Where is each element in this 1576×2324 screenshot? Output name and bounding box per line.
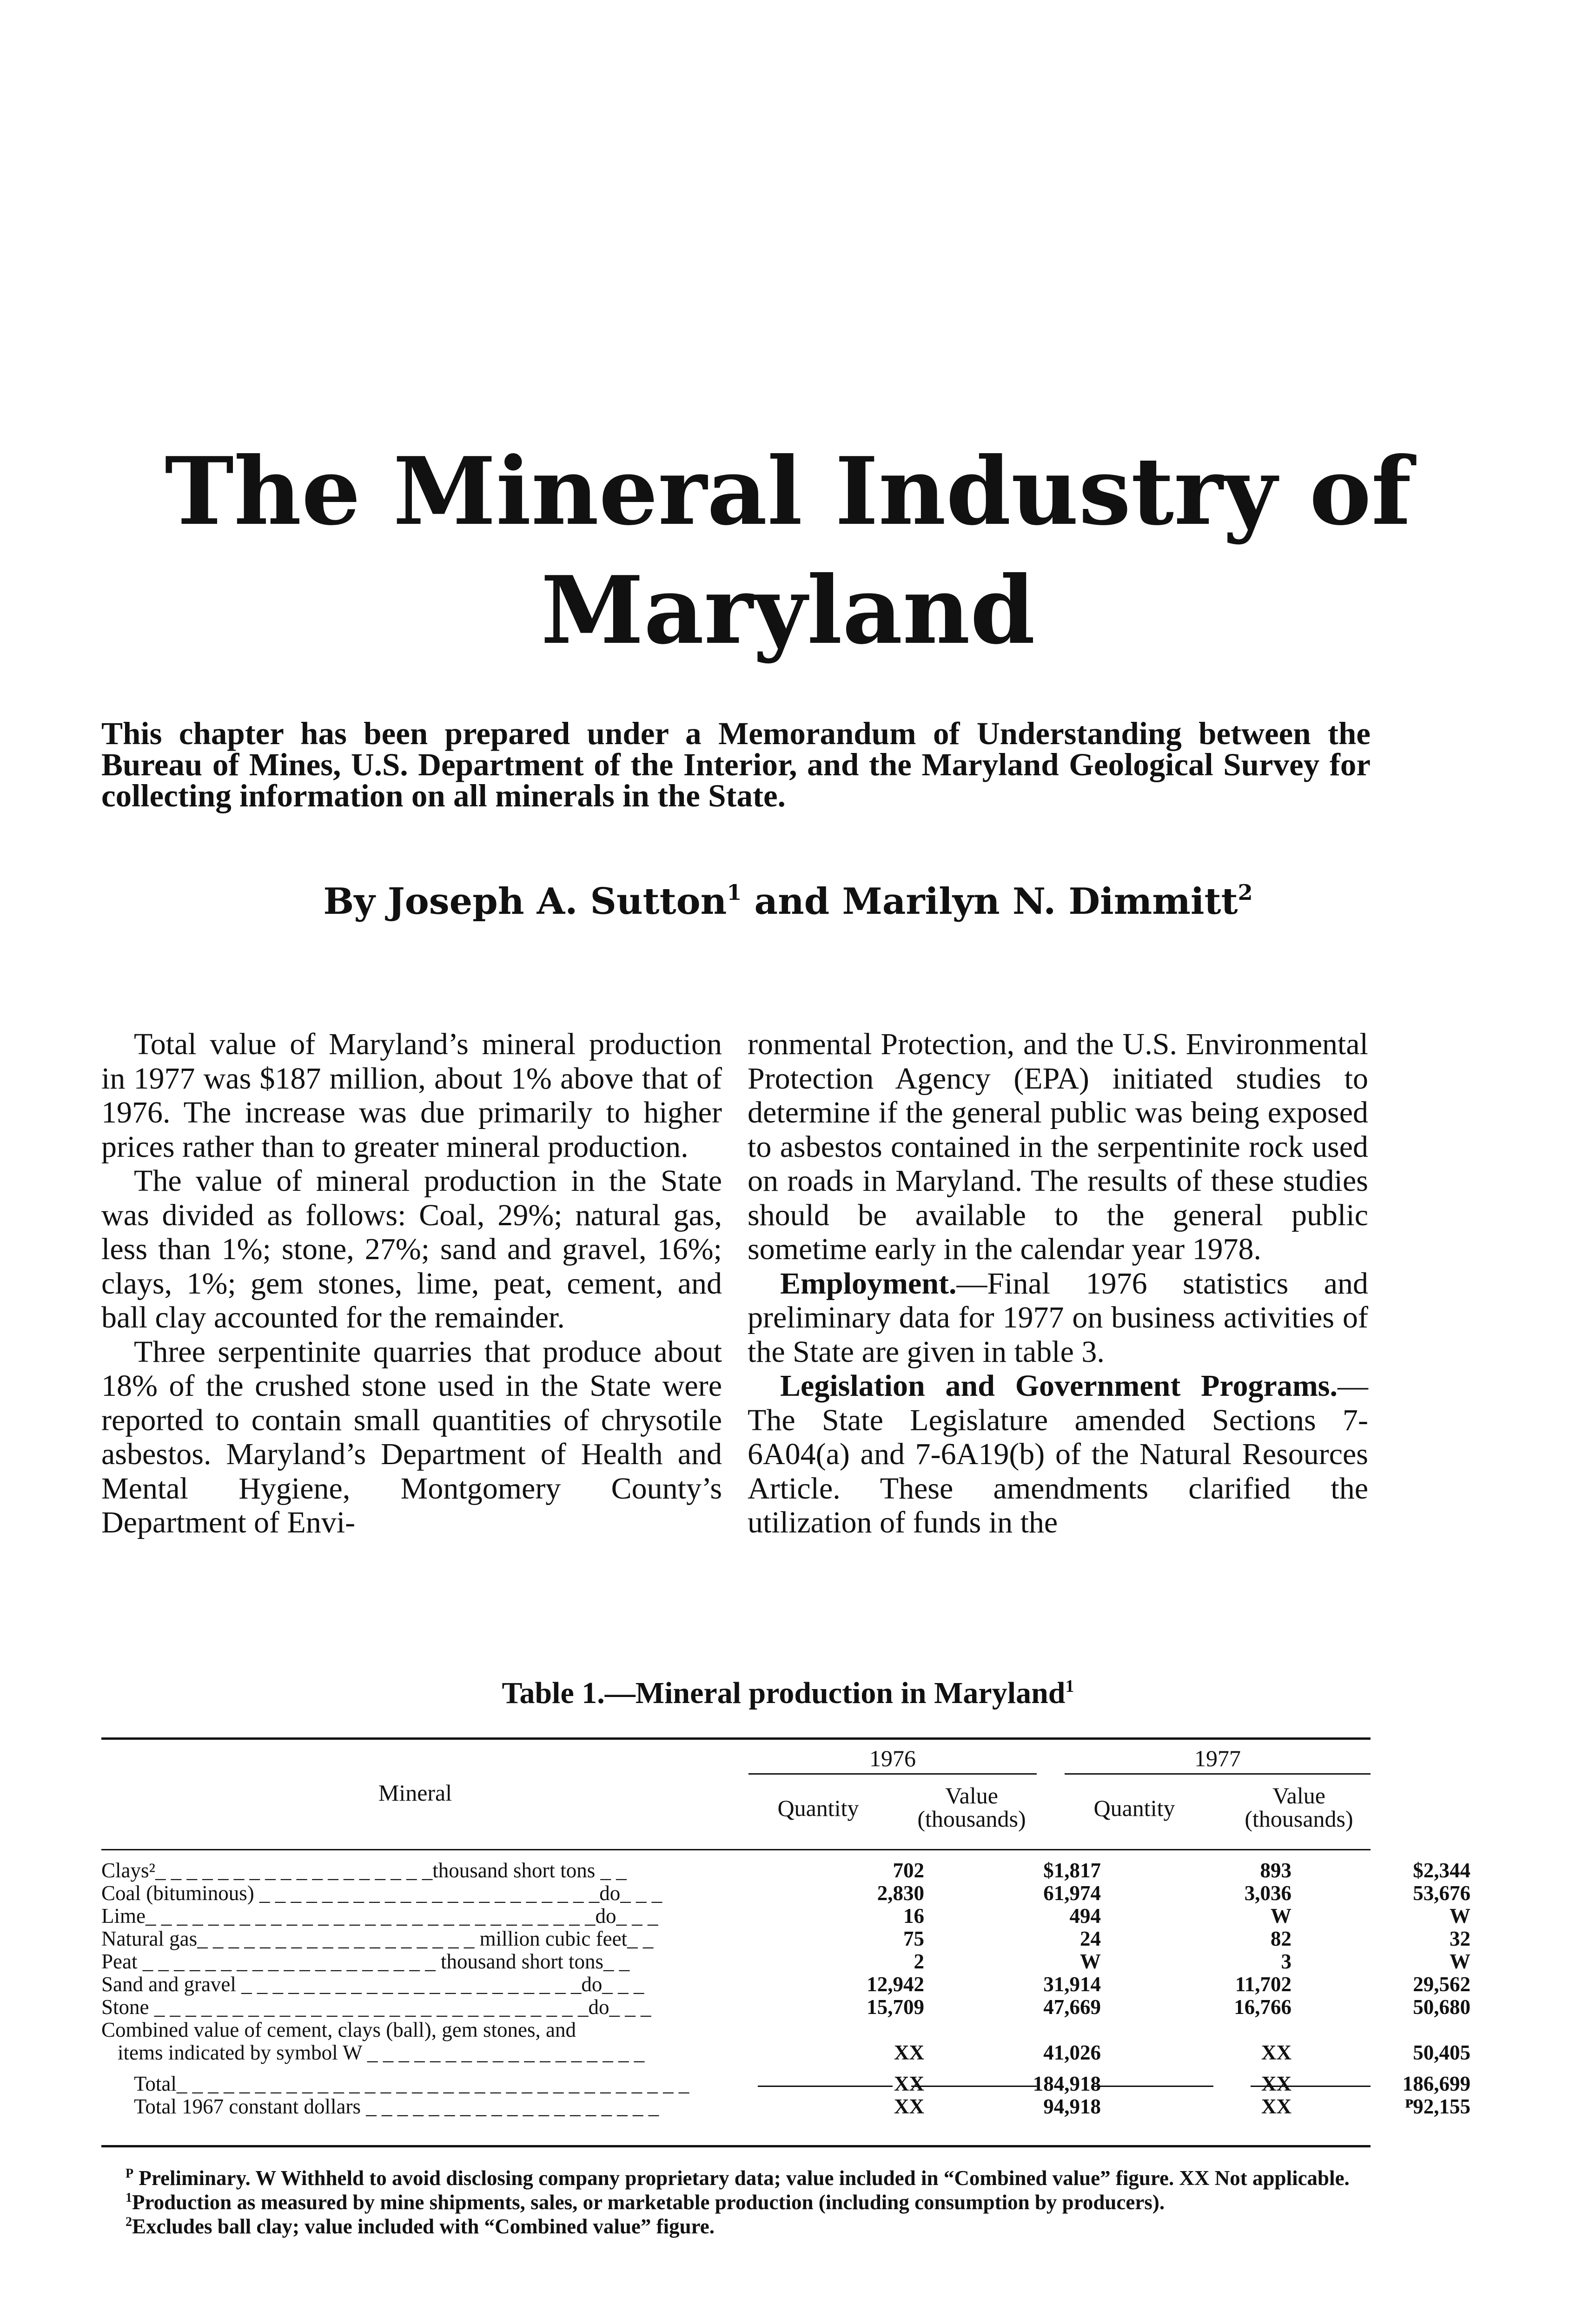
table-caption-text: Table 1.—Mineral production in Maryland <box>502 1676 1066 1710</box>
paragraph: Three serpentinite quarries that produce about 18% of the crushed stone used in the State were reported to contain small quantities of chrysotile asbestos. Maryland’s Department of Health and Mental Hygiene, Montgomery County’s Department of Envi- <box>101 1334 722 1539</box>
paragraph: Total value of Maryland’s mineral production in 1977 was $187 million, about 1% above that of 1976. The increase was due primarily to higher prices rather than to greater mineral production. <box>101 1027 722 1164</box>
year-1976-rule <box>748 1773 1037 1775</box>
chapter-title <box>0 432 1576 670</box>
header-value-1976 <box>902 1784 1041 1830</box>
section-heading: Employment. <box>780 1266 957 1301</box>
row-label: Natural gas_ _ _ _ _ _ _ _ _ _ _ _ _ _ _ _ _ _ million cubic feet_ _ <box>101 1928 654 1950</box>
row-label: Sand and gravel _ _ _ _ _ _ _ _ _ _ _ _ _ _ _ _ _ _ _ _ _ _do_ _ _ <box>101 1973 644 1996</box>
author-2: Marilyn N. Dimmitt <box>842 880 1238 923</box>
value-1976: W <box>1080 1950 1101 1973</box>
quantity-1976: 16 <box>903 1904 924 1928</box>
year-1977-rule <box>1065 1773 1371 1775</box>
preface-note: This chapter has been prepared under a Memorandum of Understanding between the Bureau of Mines, U.S. Department of the Interior, and the Maryland Geological Survey for collecting information on all minerals in the State. <box>101 716 1371 813</box>
quantity-1977: 3,036 <box>1244 1882 1291 1905</box>
value-1977: 32 <box>1450 1927 1470 1950</box>
quantity-1977: 16,766 <box>1234 1995 1291 2019</box>
footnote-symbols <box>101 2166 1371 2190</box>
header-quantity-1976: Quantity <box>777 1795 859 1821</box>
header-quantity-1977: Quantity <box>1093 1795 1175 1821</box>
table-caption-note: 1 <box>1065 1677 1074 1696</box>
row-label <box>101 2019 729 2064</box>
footnote-withheld: W Withheld to avoid disclosing company proprietary data; value included in “Combined value” figure. <box>255 2166 1174 2190</box>
table-row <box>101 1973 1470 1996</box>
quantity-1976: 2,830 <box>877 1882 924 1905</box>
quantity-1977: 3 <box>1281 1950 1291 1973</box>
table-row-total-constant <box>101 2095 1470 2118</box>
footnote-2 <box>101 2214 1371 2238</box>
paragraph-text: —The State Legislature amended Sections 7-6A04(a) and 7-6A19(b) of the Natural Resources Article. These amendments clarified the utilization of funds in the <box>748 1369 1368 1539</box>
quantity-1977: XX <box>1261 2072 1291 2095</box>
footnote-not-applicable: XX Not applicable. <box>1179 2166 1350 2190</box>
header-value-unit: (thousands) <box>1245 1806 1353 1832</box>
value-1977: $2,344 <box>1413 1859 1470 1882</box>
value-1977: W <box>1450 1904 1470 1928</box>
table-body <box>101 1859 1470 2118</box>
value-1976: $1,817 <box>1043 1859 1101 1882</box>
table-caption <box>0 1677 1576 1710</box>
author-1-note: 1 <box>727 880 742 905</box>
table-row <box>101 1995 1470 2019</box>
quantity-1977: 82 <box>1271 1927 1291 1950</box>
footnote-text: Production as measured by mine shipments, sales, or marketable production (including consumption by producers). <box>132 2191 1165 2214</box>
chapter-title-line-1: The Mineral Industry of <box>165 437 1411 546</box>
quantity-1977: XX <box>1261 2095 1291 2118</box>
table-bottom-rule <box>101 2145 1371 2147</box>
row-label: Peat _ _ _ _ _ _ _ _ _ _ _ _ _ _ _ _ _ _ _ thousand short tons_ _ <box>101 1950 630 1973</box>
value-1976: 47,669 <box>1043 1995 1101 2019</box>
paragraph: ronmental Protection, and the U.S. Environmental Protection Agency (EPA) initiated studies to determine if the general public was being exposed to asbestos contained in the serpentinite rock used on roads in Maryland. The results of these studies should be available to the general public sometime early in the calendar year 1978. <box>748 1027 1368 1266</box>
header-value-unit: (thousands) <box>917 1806 1026 1832</box>
quantity-1977: 893 <box>1260 1859 1291 1882</box>
header-value-line: Value <box>945 1783 998 1809</box>
row-label: Lime_ _ _ _ _ _ _ _ _ _ _ _ _ _ _ _ _ _ _ _ _ _ _ _ _ _ _ _ _do_ _ _ <box>101 1905 658 1928</box>
table-row <box>101 1859 1470 1882</box>
value-1977: 50,680 <box>1413 1995 1470 2019</box>
value-1976: 41,026 <box>1043 2041 1101 2064</box>
table-footnotes <box>101 2166 1371 2238</box>
table-row <box>101 1882 1470 1905</box>
value-1977: 50,405 <box>1413 2041 1470 2064</box>
value-1976: 494 <box>1069 1904 1101 1928</box>
paragraph: The value of mineral production in the State was divided as follows: Coal, 29%; natural gas, less than 1%; stone, 27%; sand and gravel, 16%; clays, 1%; gem stones, lime, peat, cement, and ball clay accounted for the remainder. <box>101 1164 722 1334</box>
row-label-line-1: Combined value of cement, clays (ball), gem stones, and <box>101 2019 576 2041</box>
footnote-1 <box>101 2190 1371 2214</box>
byline <box>0 878 1576 925</box>
paragraph-employment <box>748 1267 1368 1369</box>
table-top-rule <box>101 1737 1371 1740</box>
value-1977: 186,699 <box>1402 2072 1470 2095</box>
row-label: Total_ _ _ _ _ _ _ _ _ _ _ _ _ _ _ _ _ _ _ _ _ _ _ _ _ _ _ _ _ _ _ _ _ <box>134 2073 689 2095</box>
body-column-right <box>748 1027 1368 1540</box>
header-year-1976: 1976 <box>869 1745 916 1771</box>
value-1977: W <box>1450 1950 1470 1973</box>
table-row <box>101 1950 1470 1973</box>
quantity-1976: XX <box>894 2095 924 2118</box>
value-1976: 184,918 <box>1033 2072 1101 2095</box>
quantity-1977: W <box>1271 1904 1291 1928</box>
row-label: Clays²_ _ _ _ _ _ _ _ _ _ _ _ _ _ _ _ _ _thousand short tons _ _ <box>101 1859 627 1882</box>
row-label: Coal (bituminous) _ _ _ _ _ _ _ _ _ _ _ _ _ _ _ _ _ _ _ _ _ _do_ _ _ <box>101 1882 662 1905</box>
row-label-line-2: items indicated by symbol W _ _ _ _ _ _ _ _ _ _ _ _ _ _ _ _ _ _ <box>118 2041 645 2064</box>
value-1977: ᴾ92,155 <box>1405 2095 1470 2118</box>
value-1977: 53,676 <box>1413 1882 1470 1905</box>
row-label: Total 1967 constant dollars _ _ _ _ _ _ _ _ _ _ _ _ _ _ _ _ _ _ _ <box>134 2095 659 2118</box>
quantity-1976: 12,942 <box>867 1973 924 1996</box>
quantity-1976: 15,709 <box>867 1995 924 2019</box>
value-1976: 94,918 <box>1043 2095 1101 2118</box>
table-row <box>101 1927 1470 1950</box>
footnote-text: Excludes ball clay; value included with “Combined value” figure. <box>132 2215 715 2238</box>
paragraph-legislation <box>748 1369 1368 1540</box>
table-row <box>101 1904 1470 1928</box>
quantity-1976: XX <box>894 2041 924 2064</box>
byline-conjunction: and <box>754 880 830 923</box>
value-1976: 24 <box>1080 1927 1101 1950</box>
quantity-1976: 75 <box>903 1927 924 1950</box>
header-year-1977: 1977 <box>1194 1745 1241 1771</box>
header-value-line: Value <box>1272 1783 1325 1809</box>
table-row-total <box>101 2072 1470 2095</box>
body-column-left <box>101 1027 722 1540</box>
header-mineral: Mineral <box>378 1780 452 1806</box>
table-header-rule <box>101 1849 1371 1850</box>
byline-prefix: By <box>323 880 375 923</box>
paragraph-text: —Final 1976 statistics and preliminary data for 1977 on business activities of the State are given in table 3. <box>748 1266 1368 1369</box>
row-label: Stone _ _ _ _ _ _ _ _ _ _ _ _ _ _ _ _ _ _ _ _ _ _ _ _ _ _ _ _do_ _ _ <box>101 1996 651 2019</box>
footnote-mark: P <box>126 2166 134 2181</box>
author-1: Joseph A. Sutton <box>387 880 727 923</box>
chapter-title-line-2: Maryland <box>541 556 1035 665</box>
quantity-1976: XX <box>894 2072 924 2095</box>
quantity-1977: XX <box>1261 2041 1291 2064</box>
footnote-preliminary: Preliminary. <box>139 2166 251 2190</box>
value-1976: 61,974 <box>1043 1882 1101 1905</box>
value-1977: 29,562 <box>1413 1973 1470 1996</box>
footnote-mark: 1 <box>126 2191 132 2205</box>
value-1976: 31,914 <box>1043 1973 1101 1996</box>
table-row-combined <box>101 2019 1470 2064</box>
quantity-1977: 11,702 <box>1235 1973 1291 1996</box>
header-value-1977 <box>1227 1784 1371 1830</box>
section-heading: Legislation and Government Programs. <box>780 1369 1338 1403</box>
author-2-note: 2 <box>1238 880 1253 905</box>
quantity-1976: 2 <box>914 1950 924 1973</box>
quantity-1976: 702 <box>893 1859 924 1882</box>
footnote-mark: 2 <box>126 2215 132 2229</box>
